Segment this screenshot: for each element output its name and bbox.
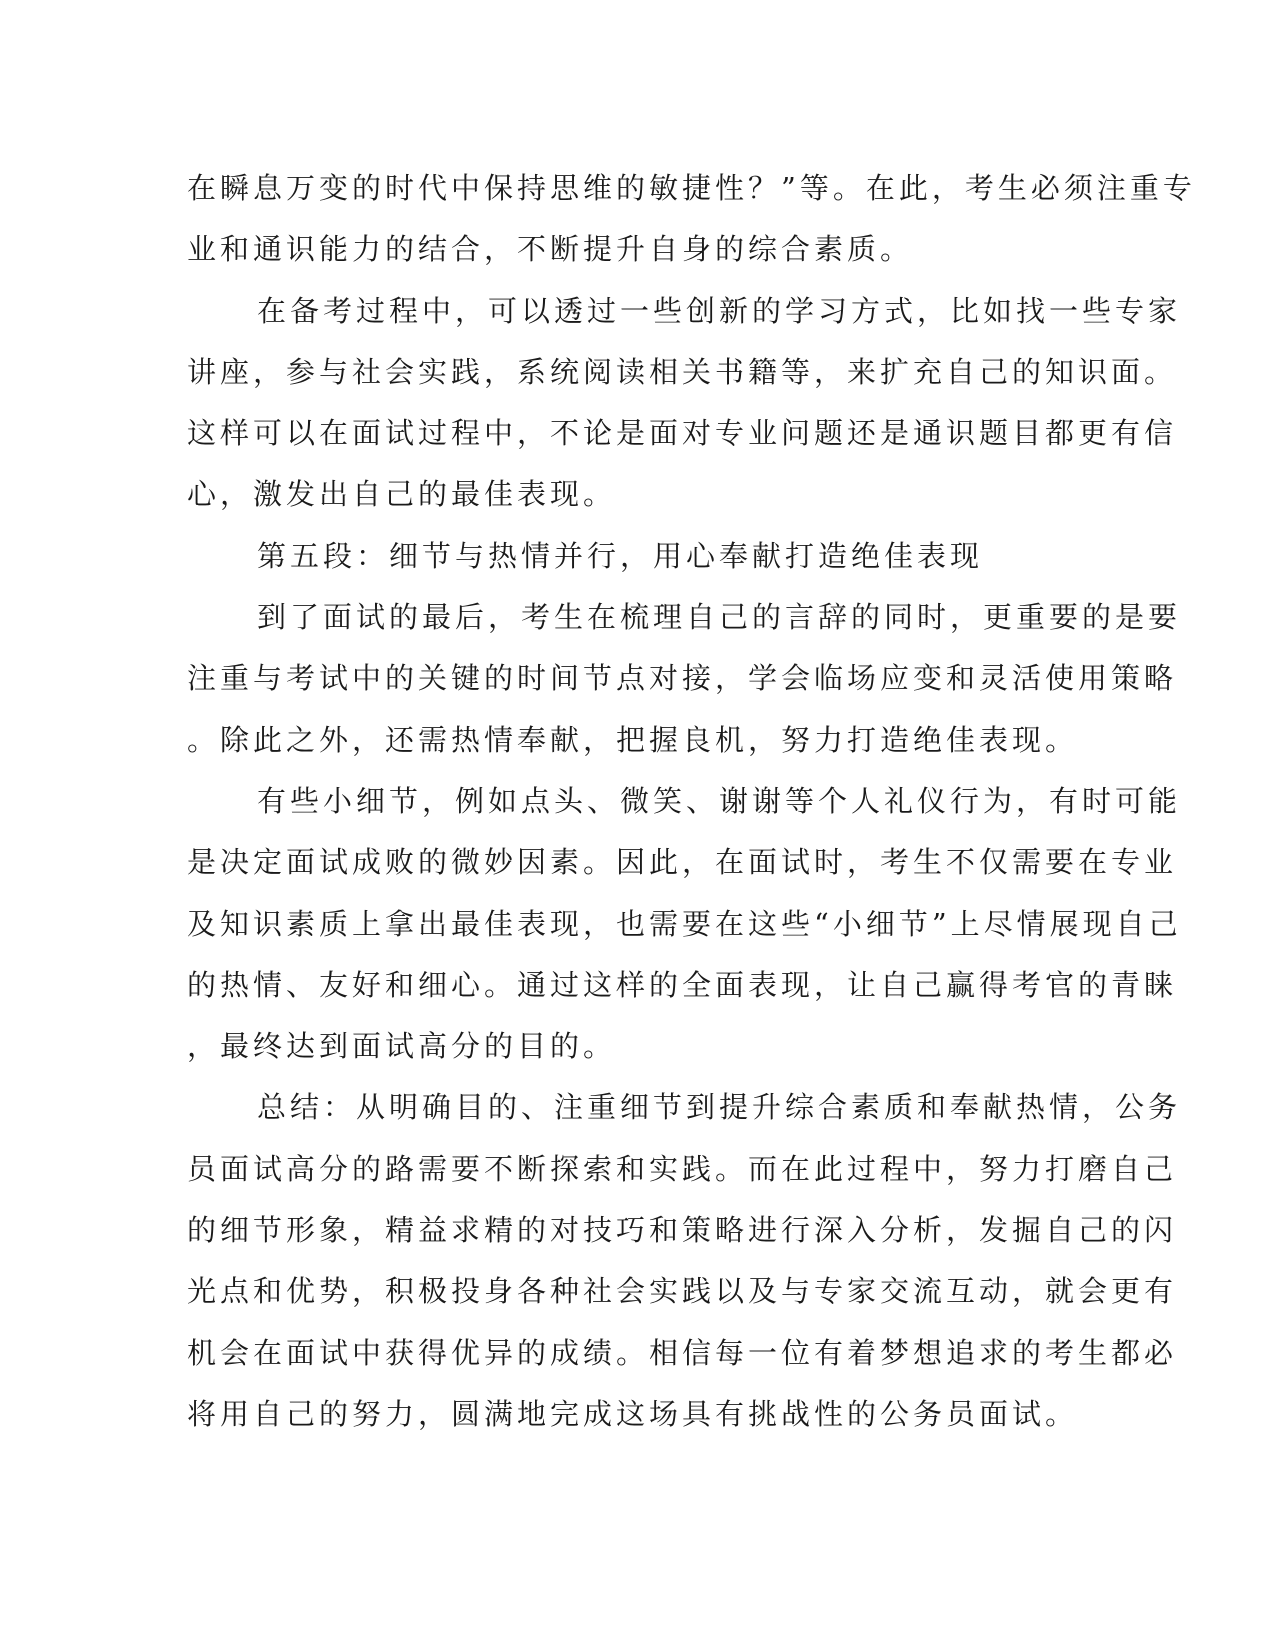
section-heading: 第五段：细节与热情并行，用心奉献打造绝佳表现 xyxy=(257,538,984,573)
text-line: 业和通识能力的结合，不断提升自身的综合素质。 xyxy=(187,232,914,267)
text-line: 心，激发出自己的最佳表现。 xyxy=(187,477,617,512)
text-line: 的热情、友好和细心。通过这样的全面表现，让自己赢得考官的青睐 xyxy=(187,967,1178,1002)
text-line: ，最终达到面试高分的目的。 xyxy=(187,1029,617,1064)
text-line: 的细节形象，精益求精的对技巧和策略进行深入分析，发掘自己的闪 xyxy=(187,1213,1178,1248)
body-text xyxy=(187,158,1196,1445)
text-line: 光点和优势，积极投身各种社会实践以及与专家交流互动，就会更有 xyxy=(187,1274,1178,1309)
text-line: 讲座，参与社会实践，系统阅读相关书籍等，来扩充自己的知识面。 xyxy=(187,354,1178,389)
text-line: 。除此之外，还需热情奉献，把握良机，努力打造绝佳表现。 xyxy=(187,722,1079,757)
text-line: 这样可以在面试过程中，不论是面对专业问题还是通识题目都更有信 xyxy=(187,416,1178,451)
text-line: 在备考过程中，可以透过一些创新的学习方式，比如找一些专家 xyxy=(257,293,1182,328)
summary-heading-line: 总结：从明确目的、注重细节到提升综合素质和奉献热情，公务 xyxy=(257,1090,1182,1125)
text-line: 机会在面试中获得优异的成绩。相信每一位有着梦想追求的考生都必 xyxy=(187,1335,1178,1370)
text-line: 在瞬息万变的时代中保持思维的敏捷性？”等。在此，考生必须注重专 xyxy=(187,171,1196,205)
text-line: 有些小细节，例如点头、微笑、谢谢等个人礼仪行为，有时可能 xyxy=(257,783,1182,818)
text-line: 将用自己的努力，圆满地完成这场具有挑战性的公务员面试。 xyxy=(187,1396,1079,1431)
text-line: 到了面试的最后，考生在梳理自己的言辞的同时，更重要的是要 xyxy=(257,600,1182,635)
text-line: 及知识素质上拿出最佳表现，也需要在这些“小细节”上尽情展现自己 xyxy=(187,906,1182,941)
text-line: 是决定面试成败的微妙因素。因此，在面试时，考生不仅需要在专业 xyxy=(187,845,1178,880)
text-line: 注重与考试中的关键的时间节点对接，学会临场应变和灵活使用策略 xyxy=(187,661,1178,696)
text-line: 员面试高分的路需要不断探索和实践。而在此过程中，努力打磨自己 xyxy=(187,1151,1178,1186)
